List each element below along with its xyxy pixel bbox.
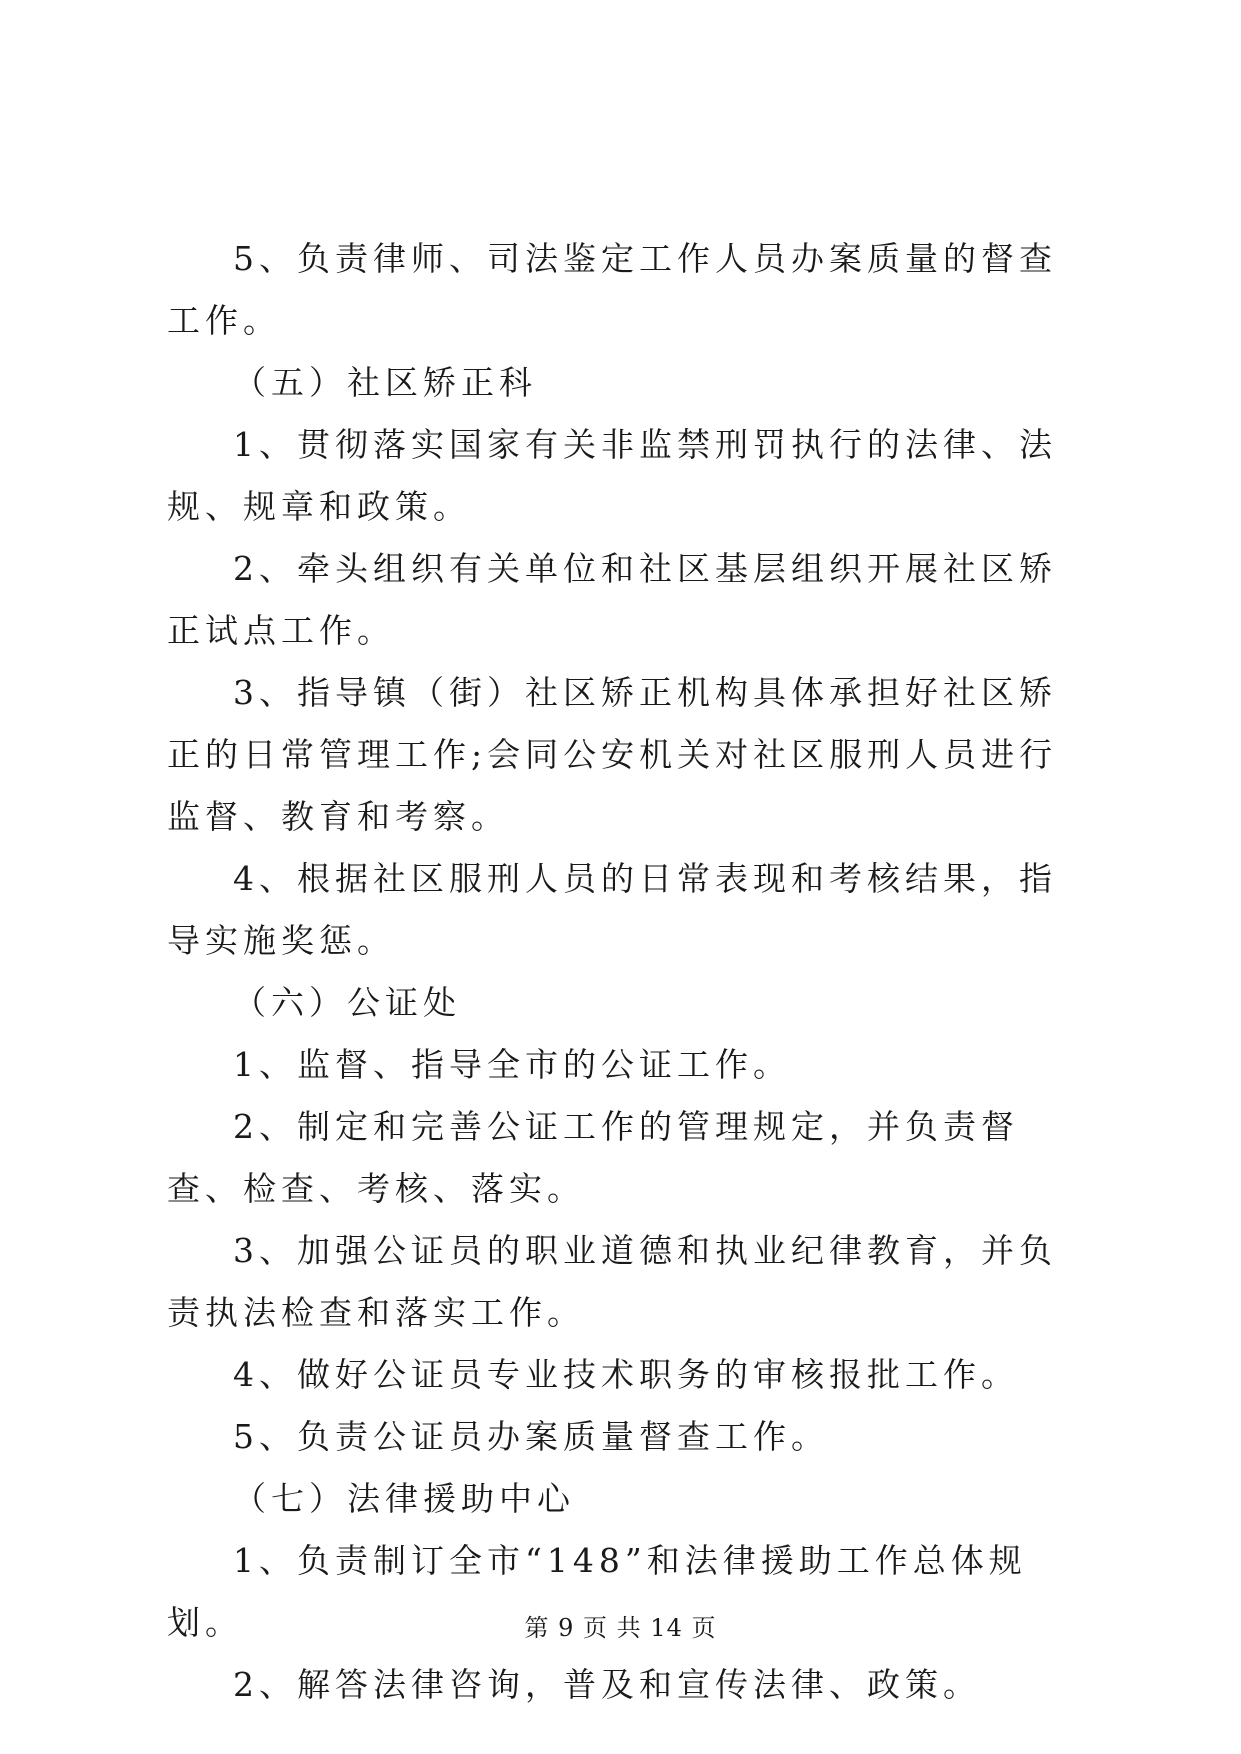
section-heading: （七）法律援助中心 (233, 1479, 575, 1518)
paragraph: 5、负责公证员办案质量督查工作。 (233, 1417, 829, 1456)
section-heading: （五）社区矫正科 (233, 363, 537, 402)
paragraph: 3、加强公证员的职业道德和执业纪律教育，并负责执法检查和落实工作。 (167, 1231, 1057, 1332)
paragraph: 1、贯彻落实国家有关非监禁刑罚执行的法律、法规、规章和政策。 (167, 425, 1057, 526)
page-number-footer: 第 9 页 共 14 页 (524, 1614, 717, 1642)
paragraph: 5、负责律师、司法鉴定工作人员办案质量的督查工作。 (167, 239, 1057, 340)
paragraph: 1、监督、指导全市的公证工作。 (233, 1045, 791, 1084)
paragraph: 1、负责制订全市“148”和法律援助工作总体规划。 (167, 1541, 1027, 1642)
paragraph: 2、牵头组织有关单位和社区基层组织开展社区矫正试点工作。 (167, 549, 1057, 650)
paragraph: 4、根据社区服刑人员的日常表现和考核结果，指导实施奖惩。 (167, 859, 1057, 960)
paragraph: 3、指导镇（街）社区矫正机构具体承担好社区矫正的日常管理工作;会同公安机关对社区服刑人员进行监督、教育和考察。 (167, 673, 1058, 836)
paragraph: 2、解答法律咨询，普及和宣传法律、政策。 (233, 1665, 981, 1704)
paragraph: 2、制定和完善公证工作的管理规定，并负责督查、检查、考核、落实。 (167, 1107, 1019, 1208)
document-body (167, 228, 1083, 1716)
paragraph: 4、做好公证员专业技术职务的审核报批工作。 (233, 1355, 1019, 1394)
section-heading: （六）公证处 (233, 983, 461, 1022)
